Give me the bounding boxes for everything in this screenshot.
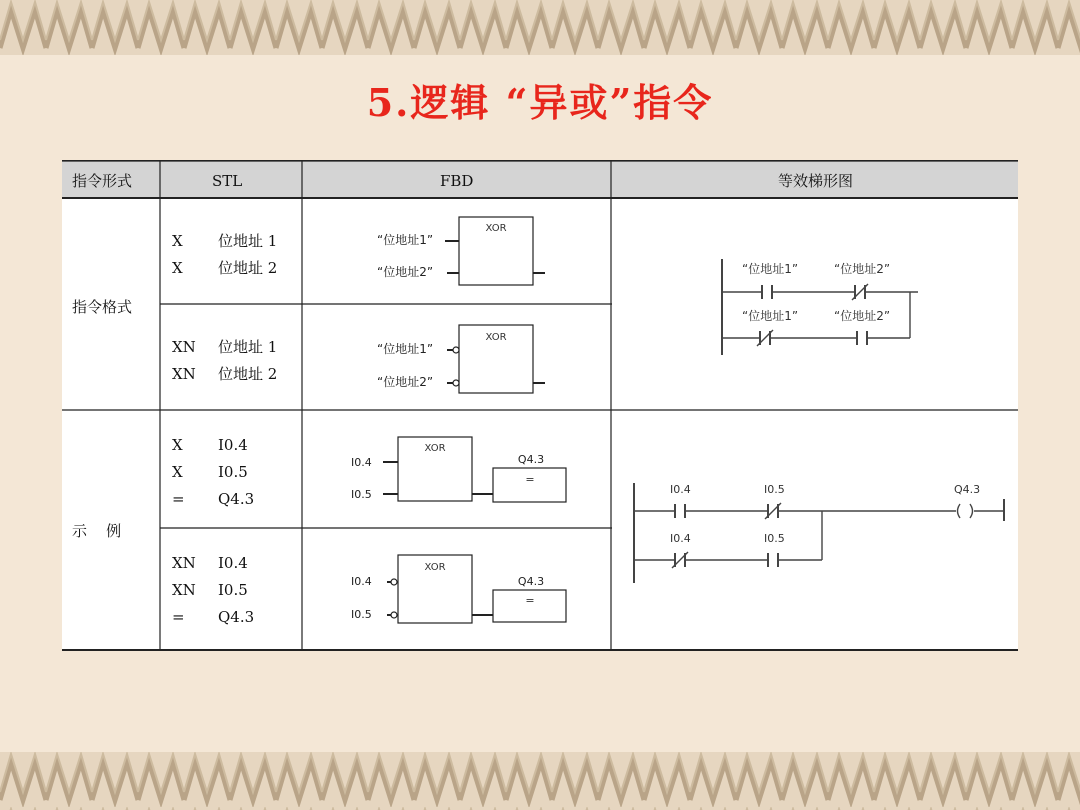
- xor-box-label: XOR: [424, 562, 446, 573]
- ladder-coil-label: Q4.3: [954, 483, 981, 496]
- slide-title: 5.逻辑 “异或”指令: [366, 80, 714, 125]
- fbd-example-xn: [303, 529, 611, 650]
- fbd-input-1-label: “位地址1”: [377, 233, 434, 247]
- fbd-input-1-label: I0.4: [351, 575, 372, 588]
- header-fbd: FBD: [440, 172, 474, 190]
- stl-format-xn: XN 位地址 1 XN 位地址 2: [172, 338, 278, 383]
- fbd-output-label: Q4.3: [517, 575, 545, 588]
- fbd-output-label: Q4.3: [517, 453, 545, 466]
- stl-example-xn: XN I0.4 XN I0.5 = Q4.3: [172, 554, 255, 626]
- assign-box-label: =: [525, 473, 535, 486]
- fbd-example-xor: [303, 411, 611, 528]
- negation-circle: [391, 612, 397, 618]
- fbd-input-1-label: I0.4: [351, 456, 372, 469]
- fbd-format-xor: [303, 199, 611, 304]
- ladder-contact-1-label: I0.4: [670, 532, 691, 545]
- header-ladder: 等效梯形图: [778, 172, 854, 190]
- ladder-contact-2-label: I0.5: [764, 532, 785, 545]
- assign-box-label: =: [525, 594, 535, 607]
- header-stl: STL: [212, 172, 243, 190]
- ladder-contact-1-label: I0.4: [670, 483, 691, 496]
- ladder-contact-2-label: I0.5: [764, 483, 785, 496]
- fbd-input-2-label: I0.5: [351, 608, 372, 621]
- header-instruction-form: 指令形式: [72, 172, 133, 190]
- row-label-example: 示 例: [72, 522, 122, 540]
- fbd-input-2-label: “位地址2”: [377, 375, 434, 389]
- stl-example-xor: X I0.4 X I0.5 = Q4.3: [172, 436, 255, 508]
- fbd-input-1-label: “位地址1”: [377, 342, 434, 356]
- fbd-format-xn: [303, 305, 611, 410]
- ladder-contact-2-label: “位地址2”: [834, 262, 891, 276]
- ladder-format: [612, 199, 1018, 410]
- fbd-input-2-label: I0.5: [351, 488, 372, 501]
- decorative-bottom-border: [0, 752, 1080, 810]
- negation-circle: [453, 347, 459, 353]
- xor-box-label: XOR: [485, 223, 507, 234]
- ladder-contact-2-label: “位地址2”: [834, 309, 891, 323]
- xor-box-label: XOR: [424, 443, 446, 454]
- decorative-top-border: [0, 0, 1080, 55]
- stl-format-xor: X 位地址 1 X 位地址 2: [172, 232, 278, 277]
- ladder-contact-1-label: “位地址1”: [742, 262, 799, 276]
- negation-circle: [391, 579, 397, 585]
- negation-circle: [453, 380, 459, 386]
- instruction-table: [62, 160, 1018, 651]
- fbd-input-2-label: “位地址2”: [377, 265, 434, 279]
- row-label-format: 指令格式: [72, 298, 133, 316]
- xor-box-label: XOR: [485, 332, 507, 343]
- ladder-contact-1-label: “位地址1”: [742, 309, 799, 323]
- ladder-example: [612, 411, 1018, 650]
